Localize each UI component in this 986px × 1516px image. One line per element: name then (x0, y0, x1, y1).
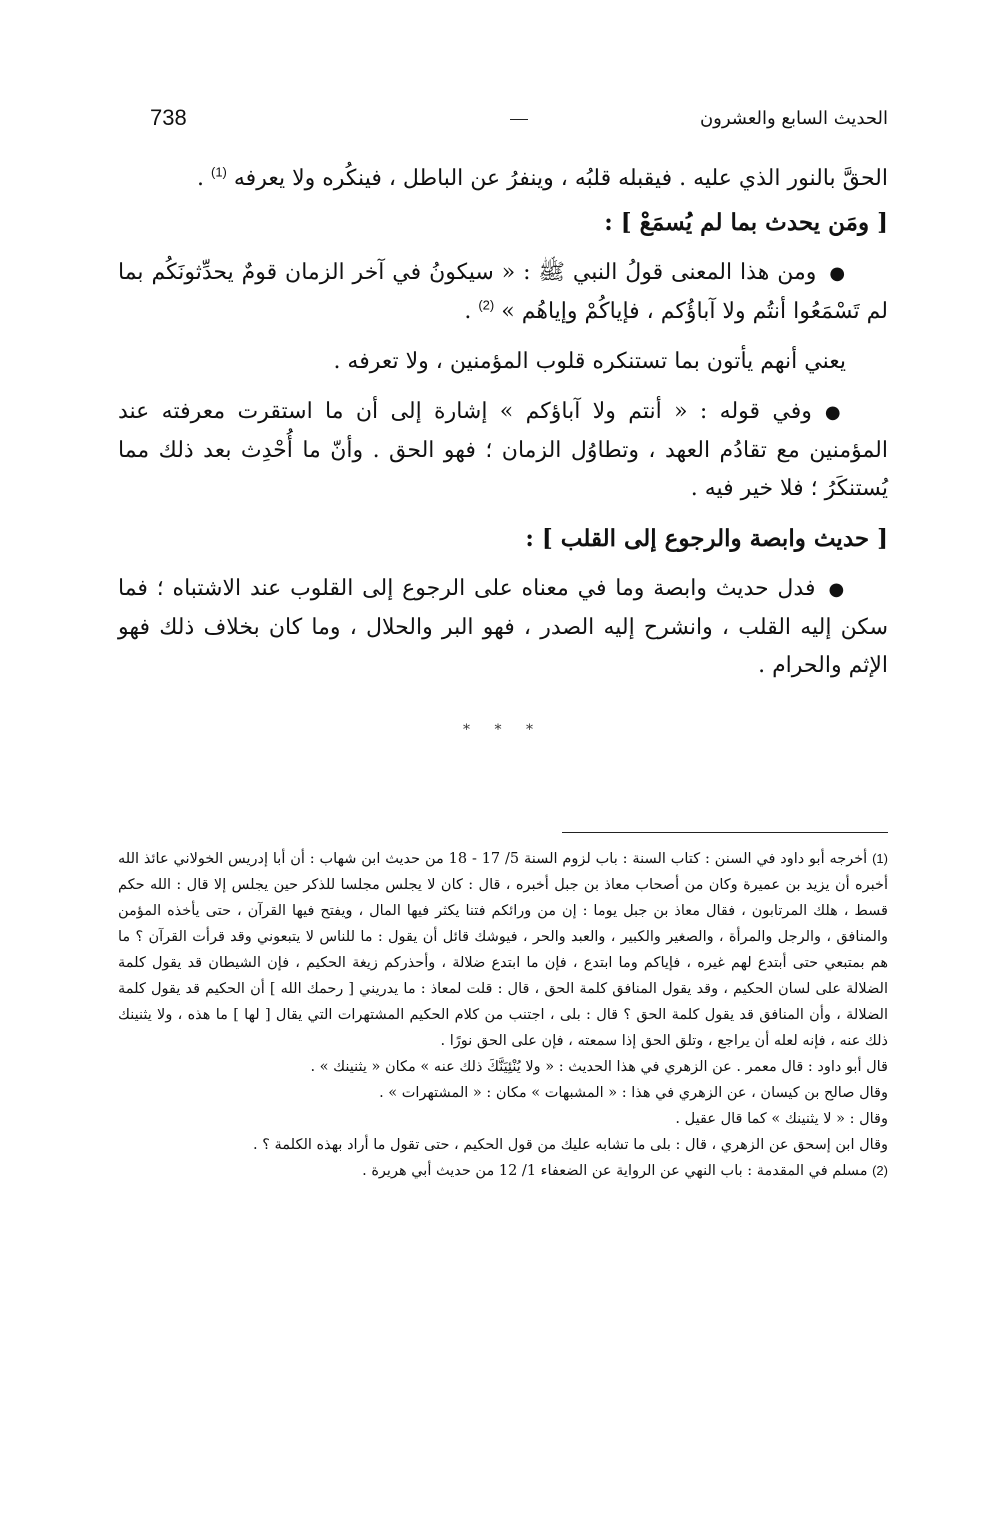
paragraph-text: فدل حديث وابصة وما في معناه على الرجوع إلى القلوب عند الاشتباه ؛ فما سكن إليه القلب ، وانشرح إليه الصدر ، فهو البر والحلال ، وما كان بخلاف ذلك فهو الإثم والحرام . (118, 576, 888, 678)
paragraph (118, 393, 888, 508)
footnote-2 (118, 1158, 888, 1184)
footnote-number: (2) (872, 1163, 888, 1178)
footnotes (118, 846, 888, 1184)
paragraph (118, 254, 888, 331)
footnote-reference[interactable]: (1) (210, 164, 227, 180)
footnote-line: قال أبو داود : قال معمر . عن الزهري في هذا الحديث : « ولا يُنْئِيَنَّكَ ذلك عنه » مكان « يثنينك » . (310, 1059, 888, 1075)
footnote-rule (562, 832, 888, 833)
main-text (118, 160, 888, 749)
paragraph-end: . (464, 299, 479, 324)
section-heading: [ حديث وابصة والرجوع إلى القلب ] : (525, 525, 888, 552)
footnote-text: أخرجه أبو داود في السنن : كتاب السنة : باب لزوم السنة 5/ 17 - 18 من حديث ابن شهاب : أن أبا إدريس الخولاني عائذ الله أخبره أن يزيد بن عميرة وكان من أصحاب معاذ بن جبل أخبره ، قال : كان لا يجلس مجلسا للذكر حين يجلس إلا قال : الله حكم قسط ، هلك المرتابون ، فقال معاذ بن جبل يوما : إن من ورائكم فتنا يكثر فيها المال ، ويفتح فيها القرآن ، حتى يأخذه المؤمن والمنافق ، والرجل والمرأة ، والصغير والكبير ، والعبد والحر ، فيوشك قائل أن يقول : ما للناس لا يتبعوني وقد قرأت القرآن ؟ ما هم بمتبعي حتى أبتدع لهم غيره ، فإياكم وما ابتدع ، فإن ما ابتدع ضلالة ، وأحذركم زيغة الحكيم ، فإن الشيطان قد يقول كلمة الضلالة على لسان الحكيم ، وقد يقول المنافق كلمة الحق ، قال : قلت لمعاذ : ما يدريني [ رحمك الله ] أن الحكيم قد يقول كلمة الضلالة ، وأن المنافق قد يقول كلمة الحق ؟ قال : بلى ، اجتنب من كلام الحكيم المشتهرات التي يقال [ لها ] ما هذه ، ولا يثنينك ذلك عنه ، فإنه لعله أن يراجع ، وتلق الحق إذا سمعته ، فإن على الحق نورًا . (118, 851, 888, 1049)
paragraph-text: ومن هذا المعنى قولُ النبي ﷺ : « سيكونُ في آخر الزمان قومٌ يحدِّثونَكُم بما لم تَسْمَعُوا أنتُم ولا آباؤُكم ، فإياكُمْ وإياهُم » (118, 260, 888, 324)
bullet-icon: ● (828, 579, 846, 600)
page-header (150, 104, 888, 136)
footnote-line: وقال : « لا يثنينك » كما قال عقيل . (675, 1111, 888, 1127)
footnote-number: (1) (872, 851, 888, 866)
footnote-text: مسلم في المقدمة : باب النهي عن الرواية عن الضعفاء 1/ 12 من حديث أبي هريرة . (362, 1163, 873, 1179)
section-separator: * * * (463, 722, 543, 738)
bullet-icon: ● (824, 402, 846, 423)
paragraph-continuation (118, 160, 888, 198)
paragraph (118, 570, 888, 685)
paragraph: يعني أنهم يأتون بما تستنكره قلوب المؤمنين ، ولا تعرفه . (333, 349, 846, 374)
footnote-1 (118, 846, 888, 1054)
page-number: 738 (150, 105, 187, 130)
bullet-icon: ● (829, 263, 846, 284)
section-heading: [ ومَن يحدث بما لم يُسمَعْ ] : (604, 209, 888, 236)
running-title: الحديث السابع والعشرون (699, 108, 888, 129)
footnote-line: وقال ابن إسحق عن الزهري ، قال : بلى ما تشابه عليك من قول الحكيم ، حتى تقول ما أراد بهذه الكلمة ؟ . (252, 1137, 888, 1153)
header-rule (510, 119, 528, 120)
paragraph-text: الحقَّ بالنور الذي عليه . فيقبله قلبُه ، وينفرُ عن الباطل ، فينكُره ولا يعرفه (233, 166, 888, 191)
paragraph-end: . (196, 166, 211, 191)
paragraph-text: وفي قوله : « أنتم ولا آباؤكم » إشارة إلى أن ما استقرت معرفته عند المؤمنين مع تقادُم العهد ، وتطاوُل الزمان ؛ فهو الحق . وأنّ ما أُحْدِث بعد ذلك مما يُستنكَرُ ؛ فلا خير فيه . (118, 399, 888, 501)
footnote-reference[interactable]: (2) (478, 297, 495, 313)
footnote-line: وقال صالح بن كيسان ، عن الزهري في هذا : « المشبهات » مكان : « المشتهرات » . (379, 1085, 888, 1101)
